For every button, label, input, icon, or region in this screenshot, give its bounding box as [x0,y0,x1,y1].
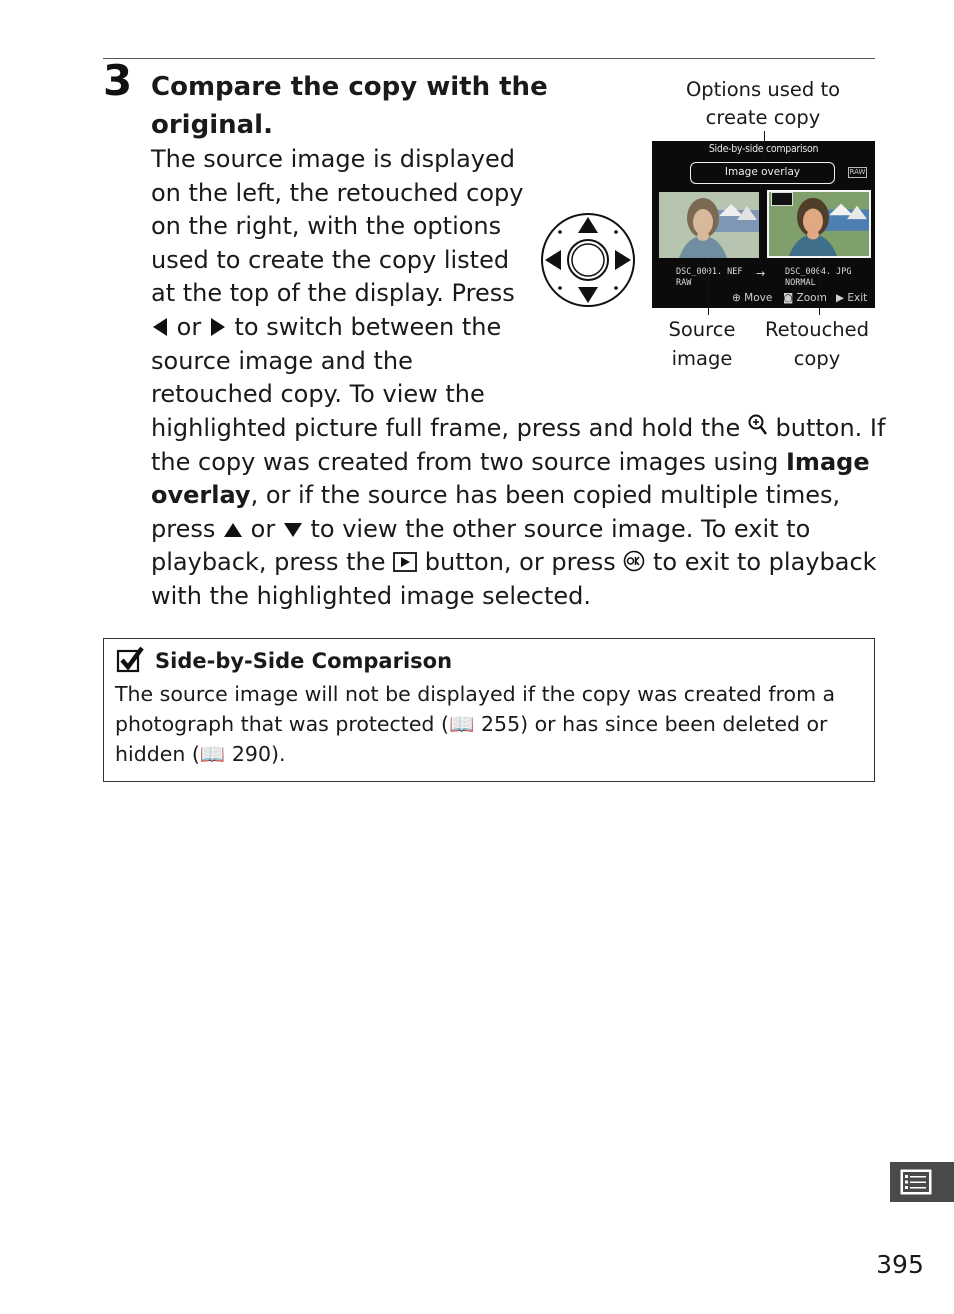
copy-filename-line1: DSC_0004. JPG [785,267,852,277]
retouch-badge-icon [771,192,793,206]
note-body: The source image will not be displayed if the copy was created from a photograph that was protected (📖 255) or has since been deleted or hidden (📖 290). [115,682,836,766]
body-text-5: button. If the copy was created from two source images using [151,414,886,476]
menu-guide-tab [890,1162,954,1202]
callout-retouched-label: Retouched copy [764,318,870,370]
page-number: 395 [876,1250,924,1279]
copy-filename-line2: NORMAL [785,278,816,288]
body-text-3: to switch between the source image and the retouched copy. To view the [151,312,502,409]
source-image-thumbnail [659,192,759,258]
step-body-lower [151,412,891,614]
down-arrow-icon [283,521,303,539]
body-text-6: , or if the source has been copied multiple times, press [151,481,841,543]
footer-exit-label: Exit [847,292,868,304]
body-text-8: to view the other source image. To exit to playback, press the [151,514,811,577]
multi-selector-icon [540,212,636,308]
zoom-in-icon [748,414,768,438]
callout-line-source [708,258,709,315]
ok-button-icon [623,550,645,572]
screen-title: Side-by-side comparison [708,143,819,155]
body-text-4: highlighted picture full frame, press and hold the [151,414,741,442]
arrow-indicator: → [756,267,766,280]
body-text-1: The source image is displayed on the left, the retouched copy on the right, with the options used to create the copy listed at the top of the display. Press [151,145,524,308]
step-heading: Compare the copy with the original. [151,72,548,140]
footer-move-label: Move [744,292,773,304]
right-arrow-icon [209,317,227,337]
callout-line-retouched [819,258,820,315]
source-filename-line2: RAW [676,278,692,288]
callout-line-options [764,131,765,161]
screen-option-box [690,162,835,184]
footer-zoom: ◙ Zoom [783,292,827,304]
raw-icon: RAW [849,168,866,176]
top-rule [103,58,875,59]
body-text-7: or [250,514,276,543]
playback-button-icon [393,552,417,572]
source-filename-line1: DSC_0001. NEF [676,267,743,277]
note-box [103,638,875,782]
camera-screen [652,141,875,308]
body-text-2: or [176,312,202,341]
callout-options-label: Options used to create copy [685,78,841,129]
step-body-upper [151,143,531,412]
note-title: Side-by-Side Comparison [155,649,453,673]
body-text-9: button, or press [424,548,616,577]
body-text-10: to exit to playback with the highlighted image selected. [151,548,877,610]
footer-zoom-label: Zoom [796,292,827,304]
left-arrow-icon [151,317,169,337]
up-arrow-icon [223,521,243,539]
menu-list-icon [900,1169,932,1195]
footer-exit: ▶ Exit [836,292,868,304]
checkmark-icon [116,646,144,674]
step-number: 3 [103,56,133,105]
image-overlay-term: Image overlay [151,447,870,510]
screen-option-label: Image overlay [724,166,801,178]
callout-source-label: Source image [668,318,736,370]
footer-move: ⊕ Move [732,292,773,304]
source-filename [676,267,743,289]
